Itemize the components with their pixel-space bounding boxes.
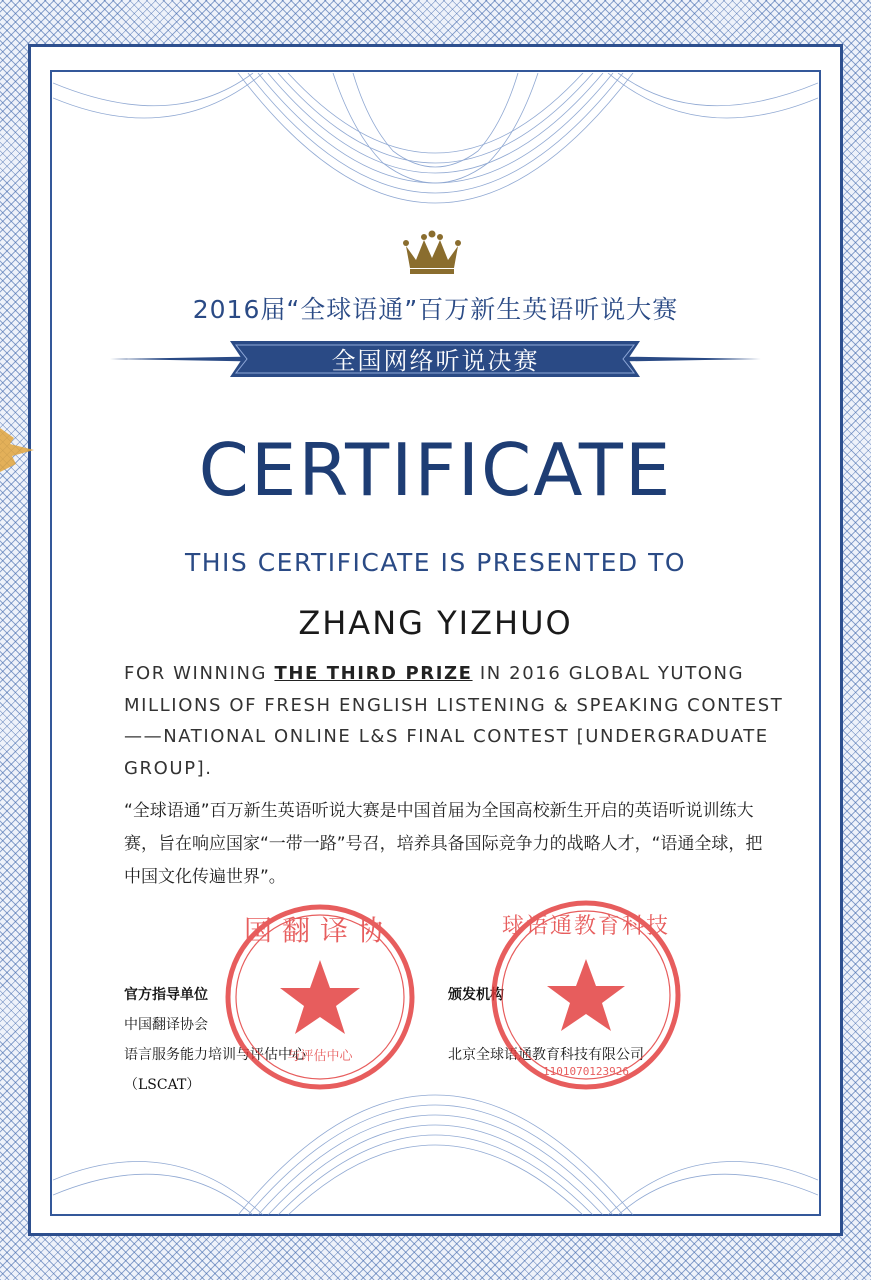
presented-to-line: THIS CERTIFICATE IS PRESENTED TO bbox=[184, 548, 687, 577]
crown-icon bbox=[400, 228, 464, 276]
issuer-heading: 颁发机构 bbox=[448, 987, 504, 1003]
top-guilloche-ornament bbox=[53, 73, 818, 223]
translators-association-seal bbox=[220, 900, 420, 1095]
award-statement bbox=[124, 658, 784, 784]
company-seal bbox=[488, 897, 684, 1093]
recipient-name: ZHANG YIZHUO bbox=[298, 604, 573, 642]
svg-text:球语通教育科技: 球语通教育科技 bbox=[501, 914, 671, 939]
guiding-org-heading: 官方指导单位 bbox=[124, 987, 208, 1003]
svg-text:国翻译协: 国翻译协 bbox=[243, 914, 397, 947]
award-suffix: IN 2016 GLOBAL YUTONG MILLIONS OF FRESH ENGLISH LISTENING & SPEAKING CONTEST ——NATIONAL ONLINE L&S FINAL CONTEST [UNDERGRADUATE GROUP]. bbox=[124, 663, 784, 779]
ribbon-label: 全国网络听说决赛 bbox=[331, 347, 540, 375]
contest-description-cn: “全球语通”百万新生英语听说大赛是中国首届为全国高校新生开启的英语听说训练大赛，旨在响应国家“一带一路”号召，培养具备国际竞争力的战略人才，“语通全球，把中国文化传遍世界”。 bbox=[124, 801, 763, 887]
guiding-org-line-2: 语言服务能力培训与评估中心 bbox=[124, 1047, 306, 1063]
svg-text:与评估中心: 与评估中心 bbox=[287, 1049, 353, 1064]
prize-name: THE THIRD PRIZE bbox=[274, 663, 473, 684]
contest-title: 2016届“全球语通”百万新生英语听说大赛 bbox=[192, 295, 679, 324]
guiding-org-line-1: 中国翻译协会 bbox=[124, 1017, 208, 1033]
guiding-org-line-3: （LSCAT） bbox=[124, 1077, 201, 1093]
award-prefix: FOR WINNING bbox=[124, 663, 275, 684]
issuer-name: 北京全球语通教育科技有限公司 bbox=[448, 1047, 644, 1063]
certificate-heading: CERTIFICATE bbox=[198, 428, 673, 512]
seal-number: 1101070123926 bbox=[542, 1065, 630, 1078]
